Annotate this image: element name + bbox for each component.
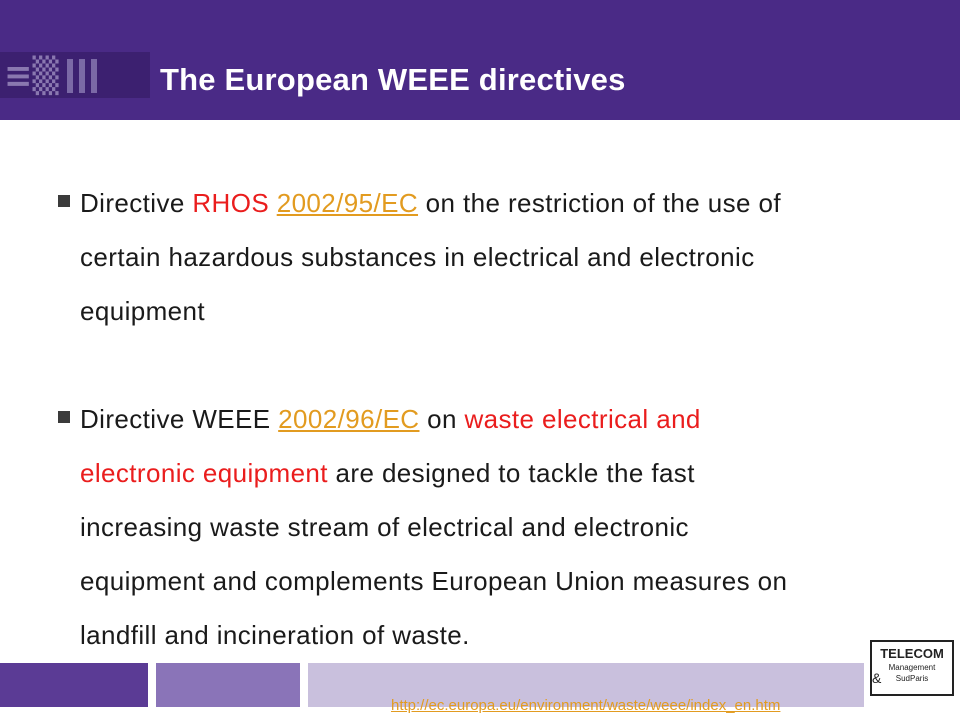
text-segment: equipment bbox=[80, 296, 206, 326]
text-segment: are designed to tackle the fast bbox=[327, 458, 695, 488]
bullet-weee bbox=[55, 392, 935, 662]
text-segment: equipment and complements European Union measures on bbox=[80, 566, 788, 596]
bullet-rhos bbox=[55, 176, 935, 338]
text-segment: landfill and incineration of waste. bbox=[80, 620, 470, 650]
link-2002-95-ec[interactable]: 2002/95/EC bbox=[276, 188, 419, 218]
source-link[interactable]: http://ec.europa.eu/environment/waste/weee/index_en.htm bbox=[391, 697, 781, 714]
institution-logo bbox=[4, 56, 154, 96]
logo-glyph-icon: ≡▒ bbox=[4, 56, 59, 96]
logo-amp-text: & bbox=[872, 670, 882, 686]
slide-title: The European WEEE directives bbox=[160, 62, 626, 97]
link-2002-96-ec[interactable]: 2002/96/EC bbox=[278, 404, 420, 434]
logo-sub-text: Management bbox=[888, 663, 936, 672]
logo-main-text: TELECOM bbox=[880, 646, 944, 661]
footer-block-mid bbox=[156, 663, 300, 707]
bullet-list bbox=[55, 176, 935, 662]
text-segment: on bbox=[419, 404, 465, 434]
footer-block-dark bbox=[0, 663, 148, 707]
text-segment: Directive bbox=[80, 188, 193, 218]
text-segment: certain hazardous substances in electrical and electronic bbox=[80, 242, 755, 272]
rhos-label: RHOS bbox=[192, 188, 270, 218]
text-segment: on the restriction of the use of bbox=[418, 188, 781, 218]
highlight-text: waste electrical and bbox=[464, 404, 701, 434]
bullet-square-icon bbox=[58, 195, 70, 207]
bullet-square-icon bbox=[58, 411, 70, 423]
logo-bars-icon bbox=[67, 56, 97, 96]
bullet-rhos-text bbox=[80, 176, 935, 338]
header-bar bbox=[0, 0, 960, 120]
telecom-logo-box bbox=[870, 640, 954, 696]
bullet-weee-text bbox=[80, 392, 935, 662]
text-segment: Directive WEEE bbox=[80, 404, 279, 434]
spacer bbox=[55, 338, 935, 392]
highlight-text: electronic equipment bbox=[80, 458, 328, 488]
logo-sub-text: SudParis bbox=[895, 674, 929, 683]
telecom-logo bbox=[864, 636, 960, 720]
text-segment: increasing waste stream of electrical and electronic bbox=[80, 512, 689, 542]
text-segment bbox=[269, 188, 277, 218]
